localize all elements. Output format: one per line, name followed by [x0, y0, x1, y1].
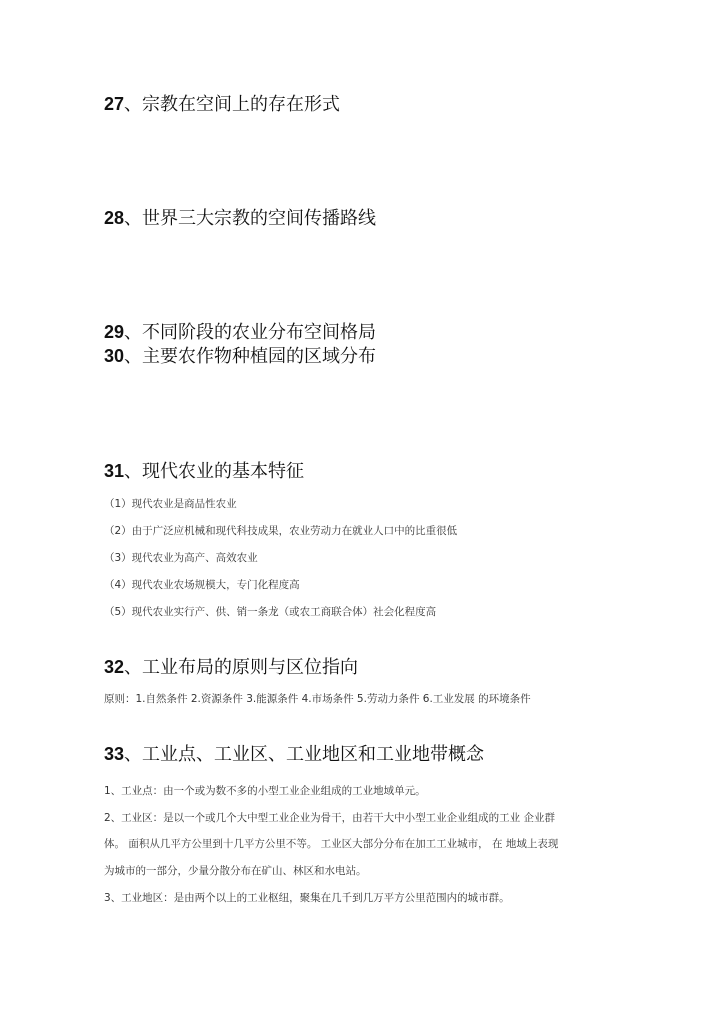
section-number: 28 [104, 208, 125, 228]
section-separator: 、 [124, 657, 143, 678]
section-title: 现代农业的基本特征 [142, 461, 305, 482]
section-separator: 、 [124, 94, 143, 115]
paragraph-line: 1、工业点：由一个或为数不多的小型工业企业组成的工业地域单元。 [104, 785, 426, 797]
principles-text: 原则：1.自然条件 2.资源条件 3.能源条件 4.市场条件 5.劳动力条件 6.工业发展 的环境条件 [104, 693, 531, 705]
section-heading-30 [104, 345, 376, 368]
section-number: 32 [104, 657, 125, 677]
list-item: （2）由于广泛应机械和现代科技成果，农业劳动力在就业人口中的比重很低 [104, 525, 458, 537]
section-separator: 、 [124, 208, 143, 229]
section-heading-28 [104, 207, 376, 230]
section-separator: 、 [124, 744, 143, 765]
section-separator: 、 [124, 461, 143, 482]
paragraph-line: 3、工业地区：是由两个以上的工业枢纽，聚集在几千到几万平方公里范围内的城市群。 [104, 892, 510, 904]
section-number: 33 [104, 744, 125, 764]
section-heading-33 [104, 743, 484, 766]
paragraph-line: 2、工业区：是以一个或几个大中型工业企业为骨干，由若干大中小型工业企业组成的工业 企业群 [104, 812, 556, 824]
list-item: （1）现代农业是商品性农业 [104, 498, 237, 510]
section-title: 主要农作物种植园的区域分布 [142, 346, 377, 367]
paragraph-line: 体。 面积从几平方公里到十几平方公里不等。 工业区大部分分布在加工工业城市， 在 地域上表现 [104, 838, 559, 850]
list-item: （4）现代农业农场规模大，专门化程度高 [104, 579, 300, 591]
section-heading-31 [104, 460, 304, 483]
section-separator: 、 [124, 322, 143, 343]
section-number: 27 [104, 94, 125, 114]
section-number: 29 [104, 322, 125, 342]
section-number: 31 [104, 461, 125, 481]
section-title: 不同阶段的农业分布空间格局 [142, 322, 377, 343]
section-heading-27 [104, 93, 340, 116]
list-item: （5）现代农业实行产、供、销一条龙（或农工商联合体）社会化程度高 [104, 606, 437, 618]
section-heading-32 [104, 656, 358, 679]
list-item: （3）现代农业为高产、高效农业 [104, 552, 258, 564]
section-separator: 、 [124, 346, 143, 367]
section-number: 30 [104, 346, 125, 366]
section-title: 工业点、工业区、工业地区和工业地带概念 [142, 744, 485, 765]
section-heading-29 [104, 321, 376, 344]
section-title: 工业布局的原则与区位指向 [142, 657, 359, 678]
paragraph-line: 为城市的一部分，少量分散分布在矿山、林区和水电站。 [104, 865, 367, 877]
section-title: 宗教在空间上的存在形式 [142, 94, 341, 115]
section-title: 世界三大宗教的空间传播路线 [142, 208, 377, 229]
